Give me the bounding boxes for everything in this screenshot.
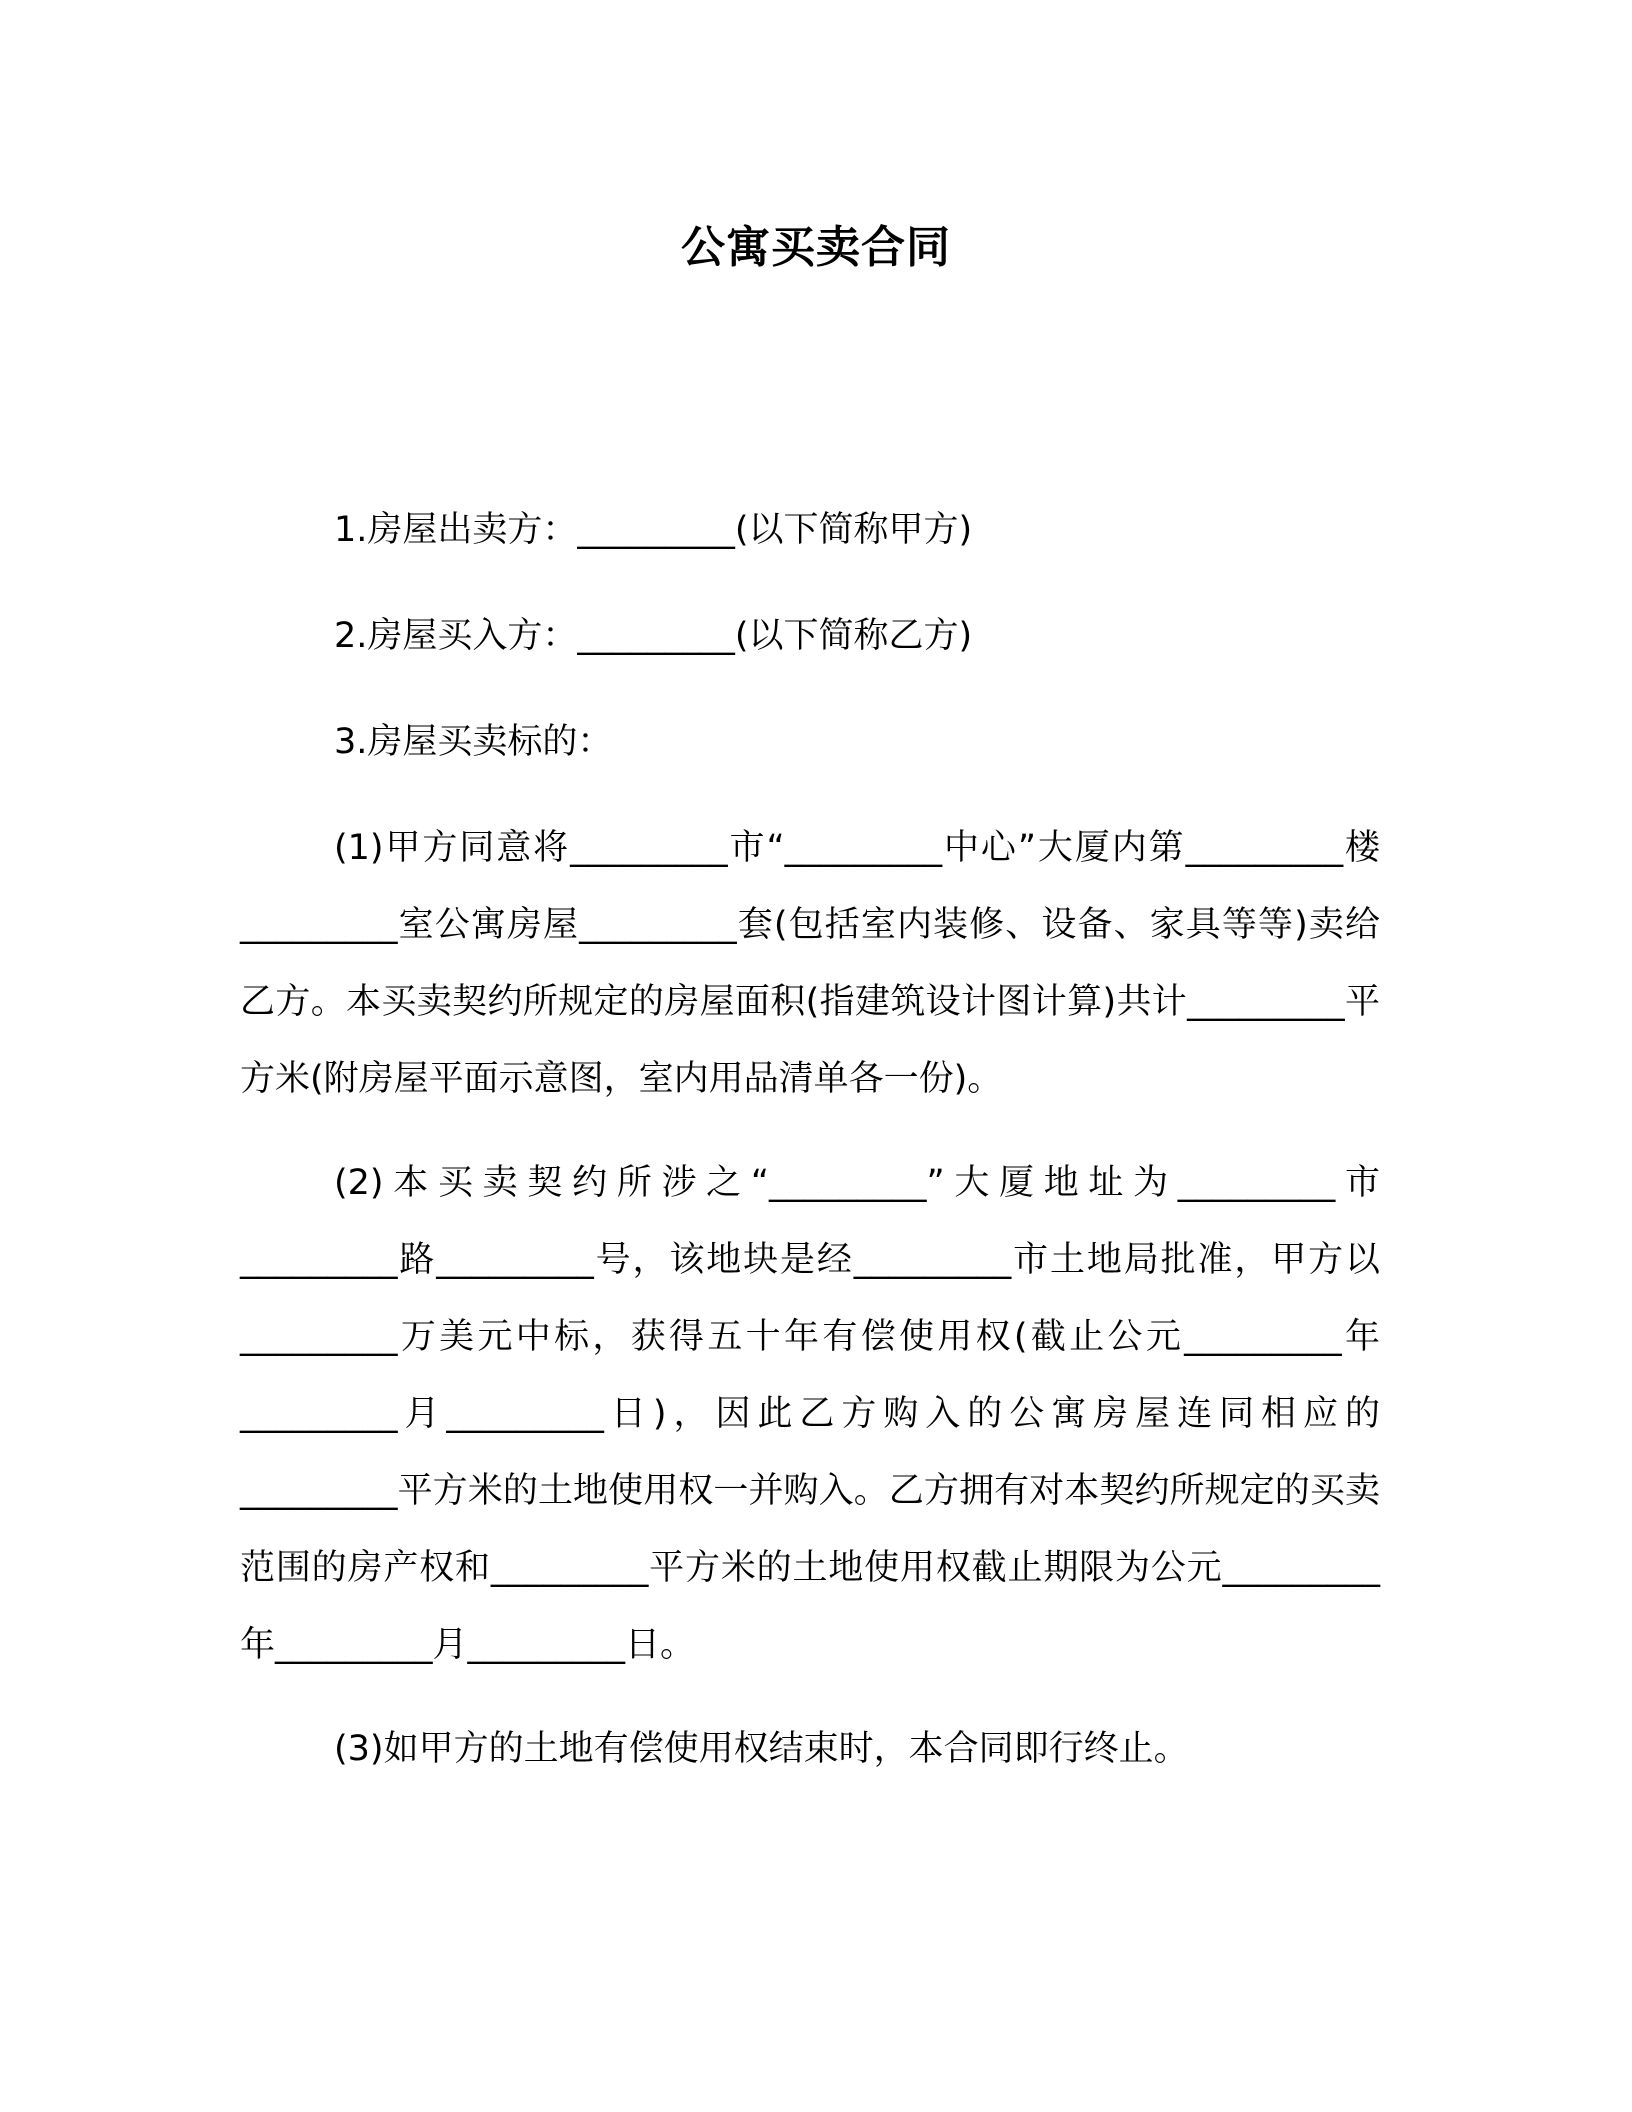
clause-subject-item-2: (2)本买卖契约所涉之“_________”大厦地址为_________市_________路_________号，该地块是经_________市土地局批准，甲方以_________万美元中标，获得五十年有偿使用权(截止公元_________年_________月_________日)，因此乙方购入的公寓房屋连同相应的_________平方米的土地使用权一并购入。乙方拥有对本契约所规定的买卖范围的房产权和_________平方米的土地使用权截止期限为公元_________年_________月_________日。 xyxy=(240,1163,1380,1665)
clause-subject-item-3: (3)如甲方的土地有偿使用权结束时，本合同即行终止。 xyxy=(334,1729,1189,1769)
clause-seller: 1.房屋出卖方：_________(以下简称甲方) xyxy=(334,510,973,550)
clause-buyer: 2.房屋买入方：_________(以下简称乙方) xyxy=(334,616,973,656)
document-body xyxy=(240,492,1380,1788)
clause-subject-item-1: (1)甲方同意将_________市“_________中心”大厦内第_________楼_________室公寓房屋_________套(包括室内装修、设备、家具等等)卖给乙方。本买卖契约所规定的房屋面积(指建筑设计图计算)共计_________平方米(附房屋平面示意图，室内用品清单各一份)。 xyxy=(240,828,1380,1099)
document-title: 公寓买卖合同 xyxy=(681,222,951,273)
clause-subject-heading: 3.房屋买卖标的： xyxy=(334,722,613,762)
